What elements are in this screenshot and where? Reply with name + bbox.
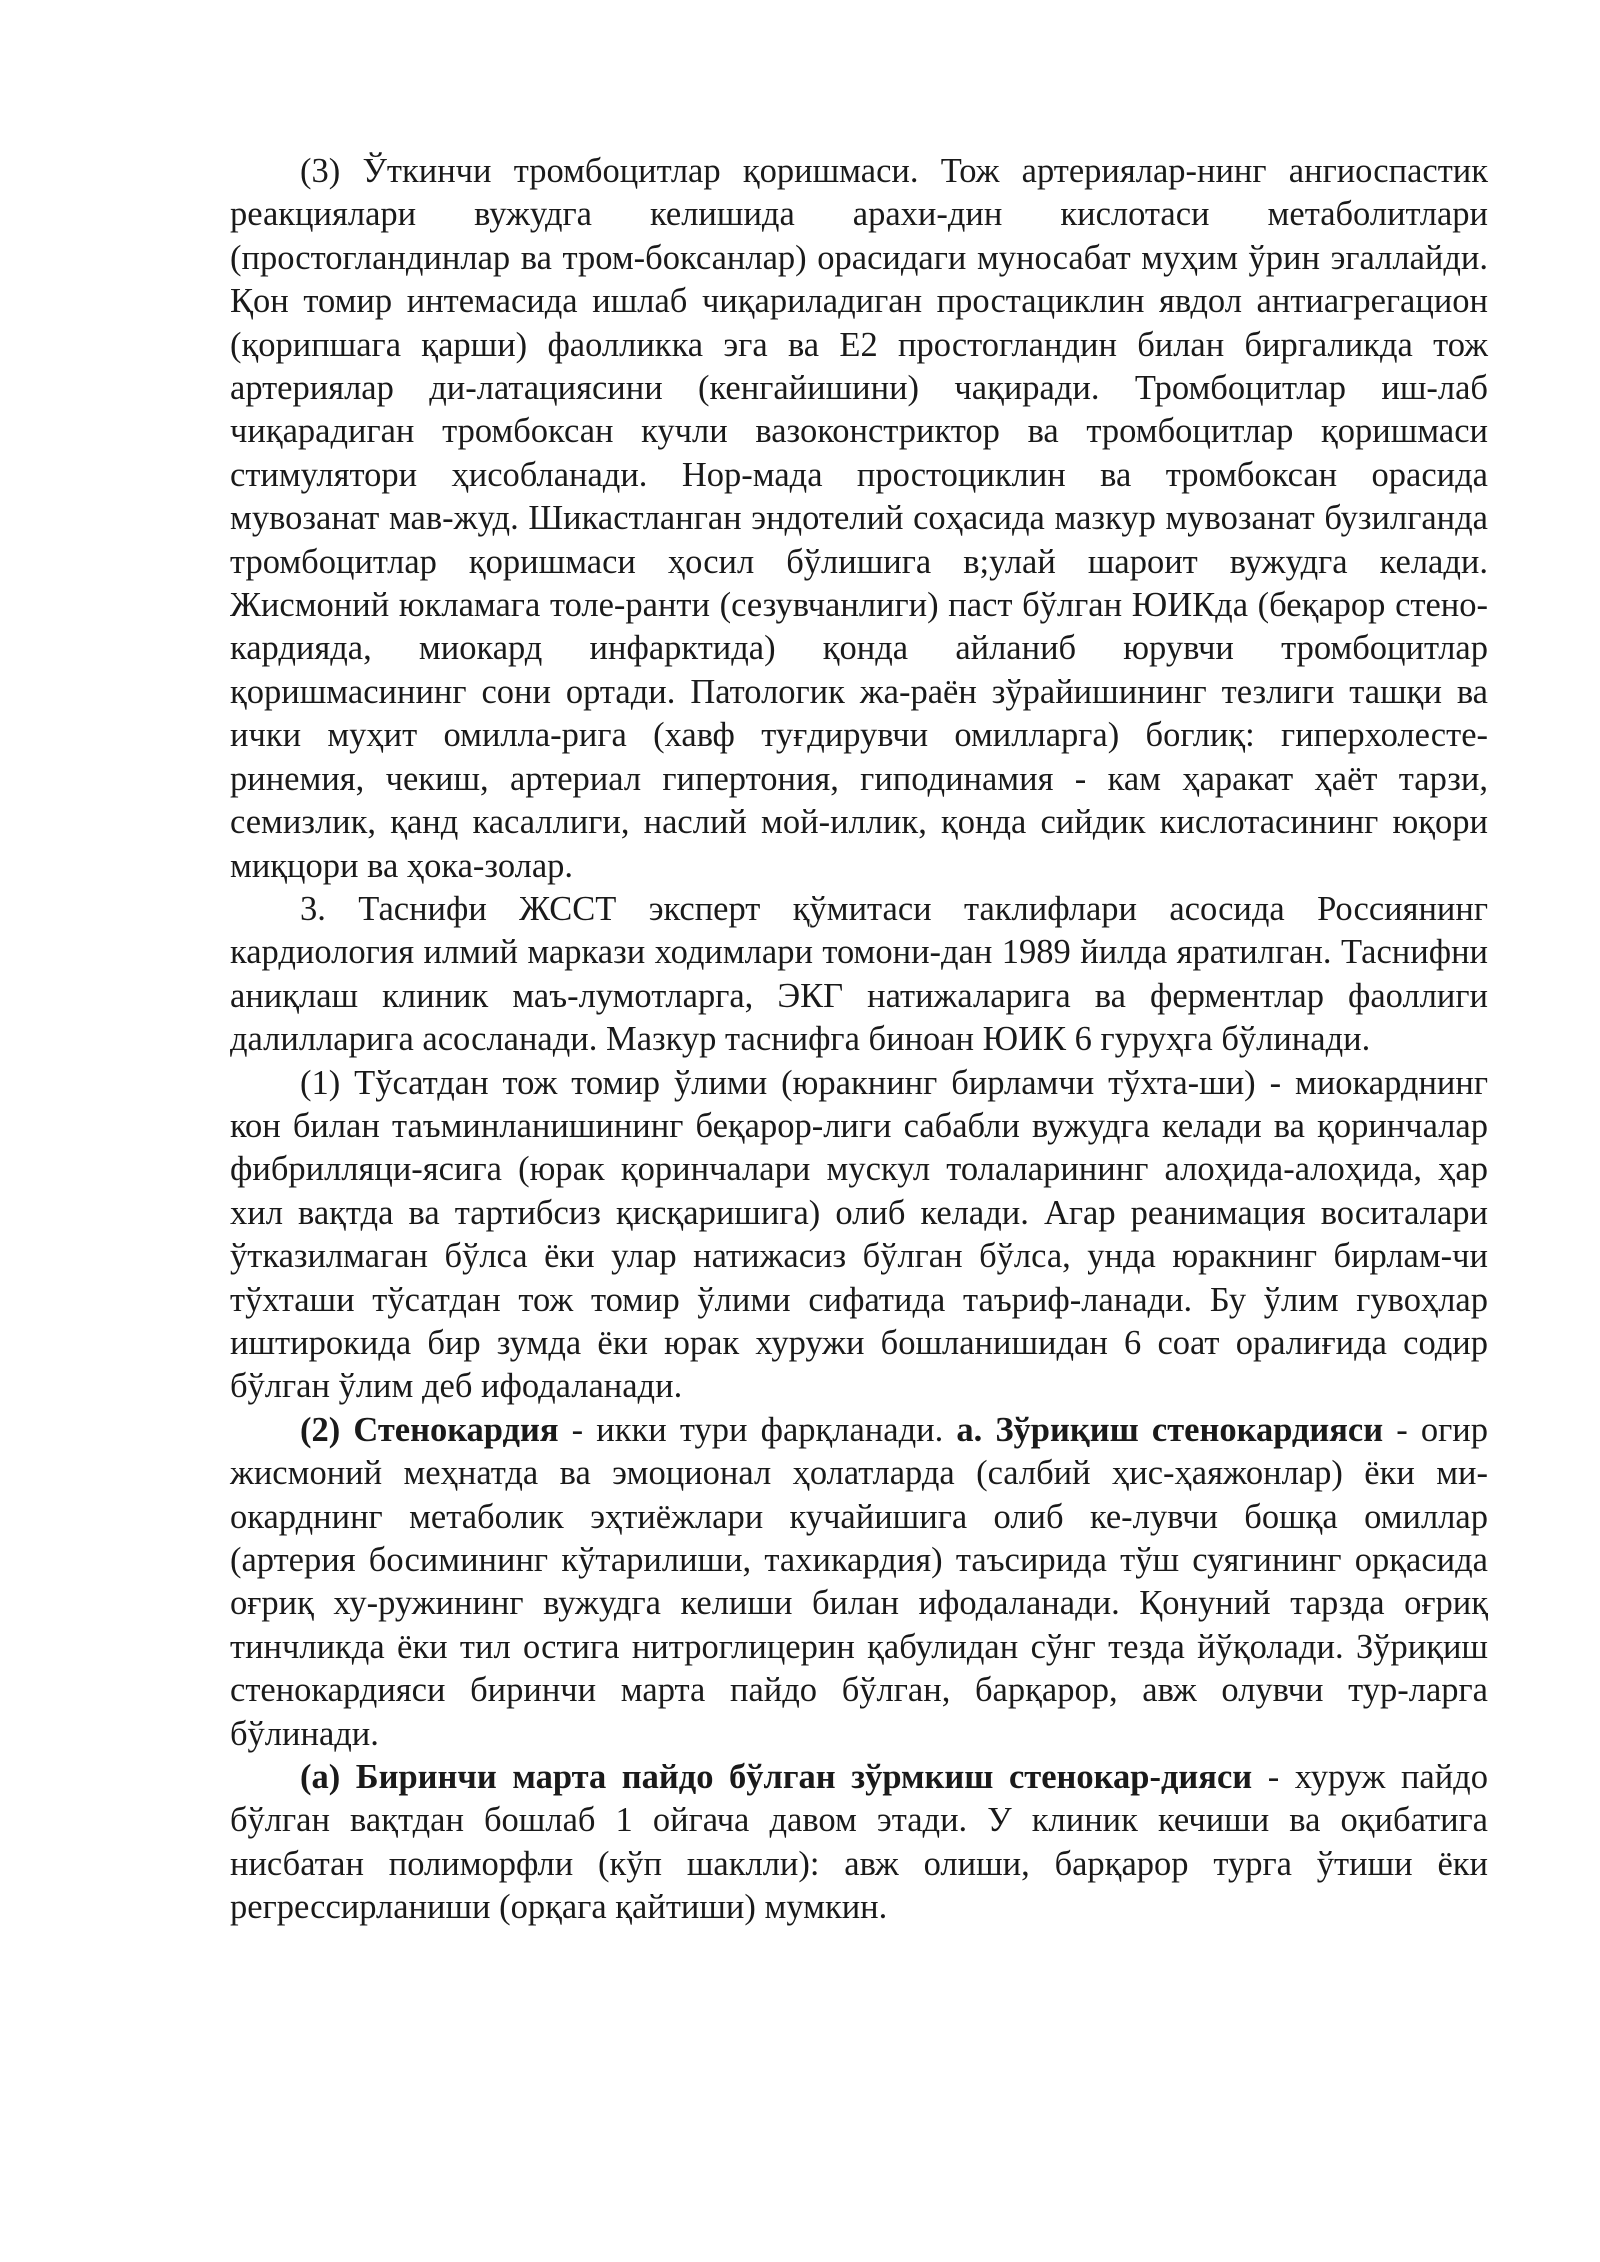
subsection-heading: (а) Биринчи марта пайдо бўлган зўрмкиш стенокар-дияси (300, 1758, 1253, 1797)
subsection-heading: а. Зўриқиш стенокардияси (956, 1410, 1384, 1449)
paragraph-classification (230, 888, 1488, 1062)
paragraph-platelet-aggregation (230, 150, 1488, 888)
document-page (230, 150, 1488, 1930)
paragraph-text: 3. Таснифи ЖССТ эксперт қўмитаси таклифлари асосида Россиянинг кардиология илмий маркази ходимлари томони-дан 1989 йилда яратилган. Таснифни аниқлаш клиник маъ-лумотларга, ЭКГ натижаларига ва ферментлар фаоллиги далилларига асосланади. Мазкур таснифга биноан ЮИК 6 гуруҳга бўлинади. (230, 889, 1488, 1059)
paragraph-sudden-death (230, 1062, 1488, 1409)
section-heading: (2) Стенокардия (300, 1410, 559, 1449)
paragraph-text: (3) Ўткинчи тромбоцитлар қоришмаси. Тож артериялар-нинг ангиоспастик реакциялари вужудга келишида арахи-дин кислотаси метаболитлари (простогландинлар ва тром-боксанлар) орасидаги муносабат муҳим ўрин эгаллайди. Қон томир интемасида ишлаб чиқариладиган простациклин явдол антиагрегацион (қорипшага қарши) фаолликка эга ва Е2 простогландин билан биргаликда тож артериялар ди-латациясини (кенгайишини) чақиради. Тромбоцитлар иш-лаб чиқарадиган тромбоксан кучли вазоконстриктор ва тромбоцитлар қоришмаси стимулятори ҳисобланади. Нор-мада простоциклин ва тромбоксан орасида мувозанат мав-жуд. Шикастланган эндотелий соҳасида мазкур мувозанат бузилганда тромбоцитлар қоришмаси ҳосил бўлишига в;улай шароит вужудга келади. Жисмоний юкламага толе-ранти (сезувчанлиги) паст бўлган ЮИКда (беқарор стено-кардияда, миокард инфарктида) қонда айланиб юрувчи тромбоцитлар қоришмасининг сони ортади. Патологик жа-раён зўрайишининг тезлиги ташқи ва ички муҳит омилла-рига (хавф туғдирувчи омилларга) боглиқ: гиперхолесте-ринемия, чекиш, артериал гипертония, гиподинамия - кам ҳаракат ҳаёт тарзи, семизлик, қанд касаллиги, наслий мой-иллик, қонда сийдик кислотасининг юқори миқцори ва ҳока-золар. (230, 152, 1488, 885)
paragraph-text: - икки тури фарқланади. (558, 1410, 957, 1449)
paragraph-first-onset-angina (230, 1756, 1488, 1930)
paragraph-angina (230, 1409, 1488, 1756)
paragraph-text: (1) Тўсатдан тож томир ўлими (юракнинг бирламчи тўхта-ши) - миокарднинг кон билан таъминланишининг беқарор-лиги сабабли вужудга келади ва қоринчалар фибрилляци-ясига (юрак қоринчалари мускул толаларининг алоҳида-алоҳида, ҳар хил вақтда ва тартибсиз қисқаришига) олиб келади. Агар реанимация воситалари ўтказилмаган бўлса ёки улар натижасиз бўлган бўлса, унда юракнинг бирлам-чи тўхташи тўсатдан тож томир ўлими сифатида таъриф-ланади. Бу ўлим гувоҳлар иштирокида бир зумда ёки юрак хуружи бошланишидан 6 соат оралиғида содир бўлган ўлим деб ифодаланади. (230, 1063, 1488, 1406)
paragraph-text: - хуруж пайдо бўлган вақтдан бошлаб 1 ойгача давом этади. У клиник кечиши ва оқибатига нисбатан полиморфли (кўп шаклли): авж олиши, барқарор турга ўтиши ёки регрессирланиши (орқага қайтиши) мумкин. (230, 1758, 1488, 1927)
paragraph-text: - огир жисмоний меҳнатда ва эмоционал ҳолатларда (салбий ҳис-ҳаяжонлар) ёки ми-окарднинг метаболик эҳтиёжлари кучайишига олиб ке-лувчи бошқа омиллар (артерия босимининг кўтарилиши, тахикардия) таъсирида тўш суягининг орқасида оғриқ ху-ружининг вужудга келиши билан ифодаланади. Қонуний тарзда оғриқ тинчликда ёки тил остига нитроглицерин қабулидан сўнг тезда йўқолади. Зўриқиш стенокардияси биринчи марта пайдо бўлган, барқарор, авж олувчи тур-ларга бўлинади. (230, 1410, 1488, 1753)
